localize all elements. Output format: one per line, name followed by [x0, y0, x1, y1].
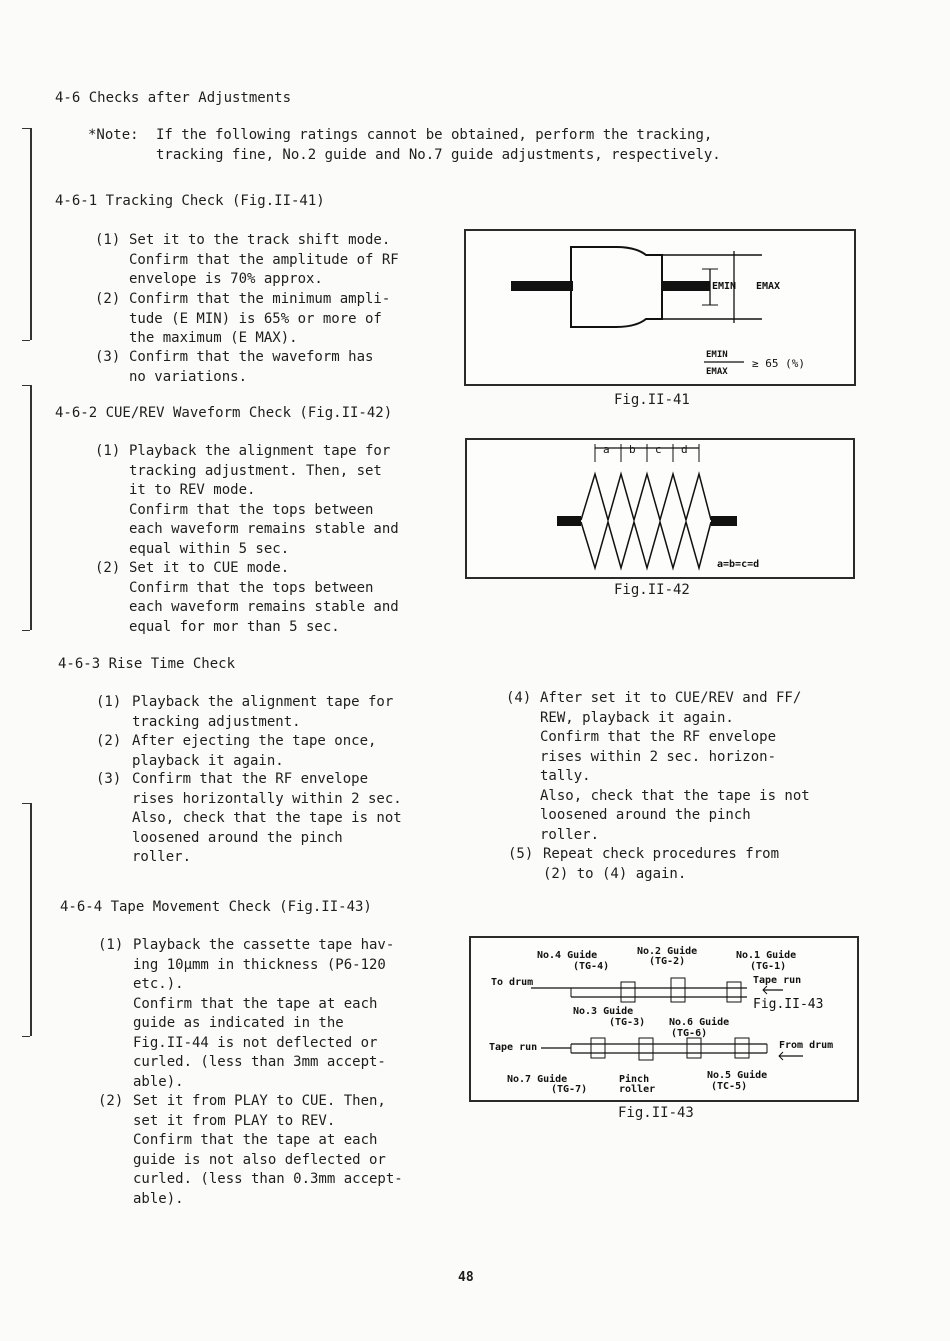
label-b: b	[629, 443, 636, 456]
guide-no1	[727, 982, 741, 1002]
equation-label: a=b=c=d	[717, 559, 760, 570]
label-no6: No.6 Guide	[669, 1017, 730, 1028]
label-roller: roller	[619, 1084, 656, 1095]
s1-item-text	[129, 290, 390, 349]
s2-item-text	[129, 442, 399, 559]
text-line: envelope is 70% approx.	[129, 271, 323, 287]
text-line: equal for mor than 5 sec.	[129, 618, 340, 635]
signal-lead-left	[511, 281, 573, 291]
text-line: roller.	[540, 826, 600, 843]
s3-item-text	[132, 770, 402, 868]
s1-item-text	[129, 348, 373, 387]
text-line: Playback the alignment tape for	[129, 443, 391, 459]
figure-43	[469, 936, 859, 1102]
item-number: (3)	[95, 349, 121, 365]
label-tape-run-top: Tape run	[753, 975, 802, 986]
label-tape-run-bottom: Tape run	[489, 1042, 538, 1053]
label-tg3: (TG-3)	[609, 1017, 646, 1028]
text-line: Confirm that the waveform has	[129, 349, 374, 365]
tape-path-diagram	[471, 938, 857, 1100]
text-line: REW, playback it again.	[540, 709, 734, 726]
s3-item	[96, 693, 121, 713]
label-tg7: (TG-7)	[551, 1084, 588, 1095]
text-line: it to REV mode.	[129, 482, 256, 498]
margin-bar-tick	[22, 385, 30, 386]
text-line: Fig.II-44 is not deflected or	[133, 1034, 378, 1051]
text-line: tracking adjustment.	[132, 713, 301, 730]
text-line: Confirm that the RF envelope	[540, 729, 777, 745]
guide-no2	[671, 978, 685, 1002]
item-number: (1)	[96, 694, 122, 710]
inner-caption: Fig.II-43	[753, 997, 824, 1012]
figure-42-caption: Fig.II-42	[614, 582, 690, 598]
text-line: Confirm that the minimum ampli-	[129, 291, 391, 307]
signal-lead-mid	[662, 281, 710, 291]
label-d: d	[681, 443, 688, 456]
text-line: Set it to CUE mode.	[129, 560, 290, 576]
s3-title: 4-6-3 Rise Time Check	[58, 656, 236, 672]
s3-item-text	[543, 845, 779, 884]
item-number: (1)	[98, 937, 124, 953]
item-number: (1)	[95, 232, 121, 248]
margin-bar	[30, 385, 32, 630]
guide-no6	[687, 1038, 701, 1058]
label-c: c	[655, 443, 662, 456]
text-line: loosened around the pinch	[132, 829, 343, 846]
label-tg2: (TG-2)	[649, 956, 686, 967]
label-tg6: (TG-6)	[671, 1028, 708, 1039]
text-line: equal within 5 sec.	[129, 540, 290, 557]
text-line: set it from PLAY to REV.	[133, 1112, 336, 1129]
item-number: (3)	[96, 771, 122, 787]
s2-title: 4-6-2 CUE/REV Waveform Check (Fig.II-42)	[55, 405, 393, 421]
s3-item	[506, 689, 531, 709]
text-line: (2) to (4) again.	[543, 865, 687, 882]
item-number: (2)	[95, 291, 121, 307]
text-line: each waveform remains stable and	[129, 521, 399, 537]
ratio-denominator: EMAX	[706, 367, 728, 377]
text-line: Set it to the track shift mode.	[129, 232, 391, 248]
figure-43-caption: Fig.II-43	[618, 1105, 694, 1121]
text-line: no variations.	[129, 368, 248, 385]
text-line: the maximum (E MAX).	[129, 330, 298, 346]
label-to-drum: To drum	[491, 977, 534, 988]
label-a: a	[603, 443, 610, 456]
item-number: (4)	[506, 690, 532, 706]
margin-bar-tick	[22, 630, 30, 631]
s4-item	[98, 1092, 123, 1112]
s3-item-text	[132, 693, 393, 732]
text-line: Confirm that the amplitude of RF	[129, 251, 399, 268]
s2-item-text	[129, 559, 399, 637]
text-line: Confirm that the tops between	[129, 579, 374, 596]
text-line: Playback the alignment tape for	[132, 694, 394, 710]
text-line: tracking adjustment. Then, set	[129, 462, 382, 479]
text-line: After set it to CUE/REV and FF/	[540, 690, 802, 706]
s1-item	[95, 348, 120, 368]
text-line: rises horizontally within 2 sec.	[132, 790, 402, 807]
emin-label: EMIN	[712, 281, 737, 292]
text-line: tude (E MIN) is 65% or more of	[129, 310, 382, 327]
guide-no7	[591, 1038, 605, 1058]
emax-label: EMAX	[756, 281, 781, 292]
text-line: roller.	[132, 849, 192, 865]
guide-no5	[735, 1038, 749, 1058]
ratio-relation: ≥ 65 (%)	[752, 357, 805, 370]
s4-item-text	[133, 1092, 403, 1209]
figure-41-caption: Fig.II-41	[614, 392, 690, 408]
s3-item-text	[540, 689, 810, 845]
signal-lead-left	[557, 516, 581, 526]
label-no7: No.7 Guide	[507, 1074, 568, 1085]
s3-item-text	[132, 732, 376, 771]
s3-item	[96, 732, 121, 752]
text-line: curled. (less than 0.3mm accept-	[133, 1171, 403, 1187]
ratio-numerator: EMIN	[706, 350, 728, 360]
margin-bar	[30, 803, 32, 1036]
text-line: Set it from PLAY to CUE. Then,	[133, 1093, 386, 1109]
text-line: loosened around the pinch	[540, 807, 751, 823]
label-tg4: (TG-4)	[573, 961, 610, 972]
text-line: Confirm that the tape at each	[133, 1132, 378, 1148]
rf-envelope-diagram	[466, 231, 854, 384]
text-line: guide as indicated in the	[133, 1015, 344, 1031]
guide-pinch-roller	[639, 1038, 653, 1060]
label-no4: No.4 Guide	[537, 950, 598, 961]
note-label: *Note:	[88, 127, 139, 143]
note-line: tracking fine, No.2 guide and No.7 guide adjustments, respectively.	[156, 147, 721, 163]
text-line: able).	[133, 1190, 184, 1207]
envelope-outline	[571, 247, 662, 327]
text-line: etc.).	[133, 976, 184, 992]
text-line: Also, check that the tape is not	[540, 787, 810, 804]
text-line: Confirm that the RF envelope	[132, 771, 369, 787]
s4-item-text	[133, 936, 394, 1092]
label-tc5: (TC-5)	[711, 1081, 748, 1092]
text-line: guide is not also deflected or	[133, 1151, 386, 1168]
s4-item	[98, 936, 123, 956]
item-number: (5)	[508, 846, 534, 862]
figure-42	[465, 438, 855, 579]
margin-bar-tick	[22, 1036, 30, 1037]
label-tg1: (TG-1)	[750, 961, 787, 972]
text-line: tally.	[540, 768, 591, 784]
lower-waveform	[581, 522, 711, 568]
item-number: (2)	[96, 733, 122, 749]
s1-item-text	[129, 231, 399, 290]
text-line: Confirm that the tape at each	[133, 995, 378, 1012]
text-line: Playback the cassette tape hav-	[133, 937, 395, 953]
text-line: Confirm that the tops between	[129, 501, 374, 518]
s2-item	[95, 559, 120, 579]
text-line: able).	[133, 1073, 184, 1090]
text-line: rises within 2 sec. horizon-	[540, 748, 777, 765]
s1-item	[95, 290, 120, 310]
text-line: After ejecting the tape once,	[132, 733, 377, 749]
figure-41	[464, 229, 856, 386]
signal-lead-right	[711, 516, 737, 526]
text-line: ing 10µmm in thickness (P6-120	[133, 956, 386, 973]
s3-item	[508, 845, 533, 865]
note-line: If the following ratings cannot be obtained, perform the tracking,	[156, 127, 713, 143]
s2-item	[95, 442, 120, 462]
upper-waveform	[581, 474, 711, 520]
cue-rev-waveform-diagram	[467, 440, 853, 577]
guide-no4	[621, 982, 635, 1002]
text-line: playback it again.	[132, 752, 284, 769]
margin-bar-tick	[22, 128, 30, 129]
item-number: (1)	[95, 443, 121, 459]
margin-bar-tick	[22, 340, 30, 341]
label-no1: No.1 Guide	[736, 950, 797, 961]
margin-bar	[30, 128, 32, 340]
text-line: Repeat check procedures from	[543, 846, 780, 862]
text-line: Also, check that the tape is not	[132, 810, 402, 826]
s1-item	[95, 231, 120, 251]
s1-title: 4-6-1 Tracking Check (Fig.II-41)	[55, 193, 325, 209]
margin-bar-tick	[22, 803, 30, 804]
text-line: curled. (less than 3mm accept-	[133, 1054, 386, 1070]
label-no3: No.3 Guide	[573, 1006, 634, 1017]
label-pinch: Pinch	[619, 1074, 650, 1085]
section-title: 4-6 Checks after Adjustments	[55, 90, 292, 106]
label-from-drum: From drum	[779, 1040, 834, 1051]
item-number: (2)	[98, 1093, 124, 1109]
s4-title: 4-6-4 Tape Movement Check (Fig.II-43)	[60, 899, 372, 915]
item-number: (2)	[95, 560, 121, 576]
page-number: 48	[458, 1270, 474, 1285]
s3-item	[96, 770, 121, 790]
text-line: each waveform remains stable and	[129, 599, 399, 615]
label-no5: No.5 Guide	[707, 1070, 768, 1081]
label-no2: No.2 Guide	[637, 946, 698, 957]
